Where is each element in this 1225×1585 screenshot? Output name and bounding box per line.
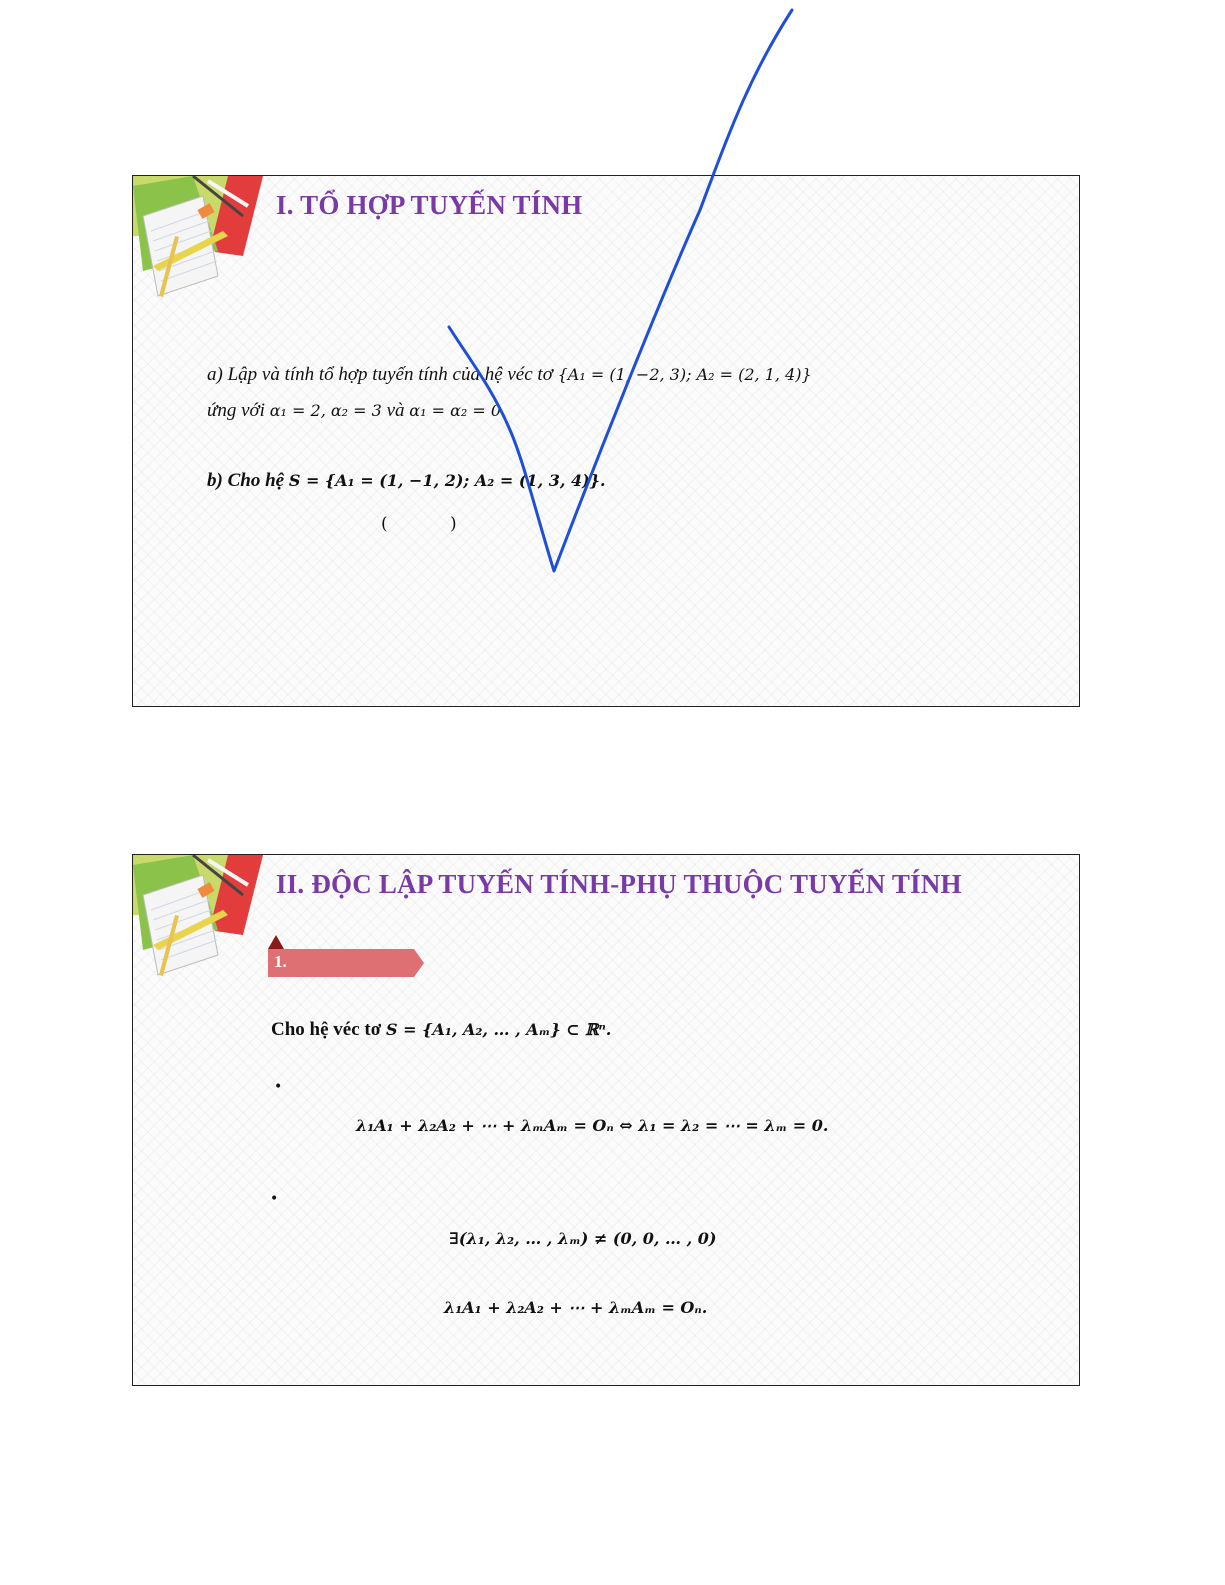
dependence-combination-formula: λ₁A₁ + λ₂A₂ + ⋯ + λₘAₘ = Oₙ.	[444, 1298, 708, 1317]
independence-formula: λ₁A₁ + λ₂A₂ + ⋯ + λₘAₘ = Oₙ ⇔ λ₁ = λ₂ = ⋯ = λₘ = 0.	[356, 1116, 829, 1135]
bullet-independent: •	[274, 1079, 283, 1095]
slide-title: II. ĐỘC LẬP TUYẾN TÍNH-PHỤ THUỘC TUYẾN TÍNH	[276, 869, 962, 899]
slide-linear-combination	[132, 175, 1080, 707]
intro-text: Cho hệ véc tơ	[271, 1019, 387, 1040]
part-a-vector-set: {A₁ = (1, −2, 3); A₂ = (2, 1, 4)}	[557, 365, 812, 384]
badge-number: 1.	[274, 952, 287, 971]
part-b-label: b) Cho hệ	[207, 470, 289, 491]
section-badge	[268, 935, 428, 979]
slide-linear-independence	[132, 854, 1080, 1386]
paren-open: (	[381, 514, 388, 534]
notebook-pencils-decoration	[133, 176, 283, 316]
part-a-line2-mid: và	[381, 400, 410, 421]
part-a-coefficients-2: α₁ = α₂ = 0.	[409, 401, 507, 420]
intro-line	[271, 1019, 611, 1041]
part-a-text: a) Lập và tính tổ hợp tuyến tính của hệ véc tơ	[207, 364, 558, 385]
dependence-exists-formula: ∃(λ₁, λ₂, … , λₘ) ≠ (0, 0, … , 0)	[449, 1229, 717, 1248]
part-b-system: S = {A₁ = (1, −1, 2); A₂ = (1, 3, 4)}.	[288, 471, 606, 490]
bullet-dependent: •	[270, 1191, 279, 1207]
part-a-line-1	[207, 364, 812, 386]
part-a-line2-text: ứng với	[207, 400, 270, 421]
paren-close: )	[450, 514, 457, 534]
part-a-line-2	[207, 400, 506, 422]
badge-shape	[268, 935, 428, 979]
part-b-line	[207, 470, 606, 492]
slide-title: I. TỔ HỢP TUYẾN TÍNH	[276, 190, 583, 220]
part-a-coefficients-1: α₁ = 2, α₂ = 3	[269, 401, 382, 420]
notebook-pencils-decoration	[133, 855, 283, 995]
intro-system: S = {A₁, A₂, … , Aₘ} ⊂ ℝⁿ.	[386, 1020, 612, 1039]
